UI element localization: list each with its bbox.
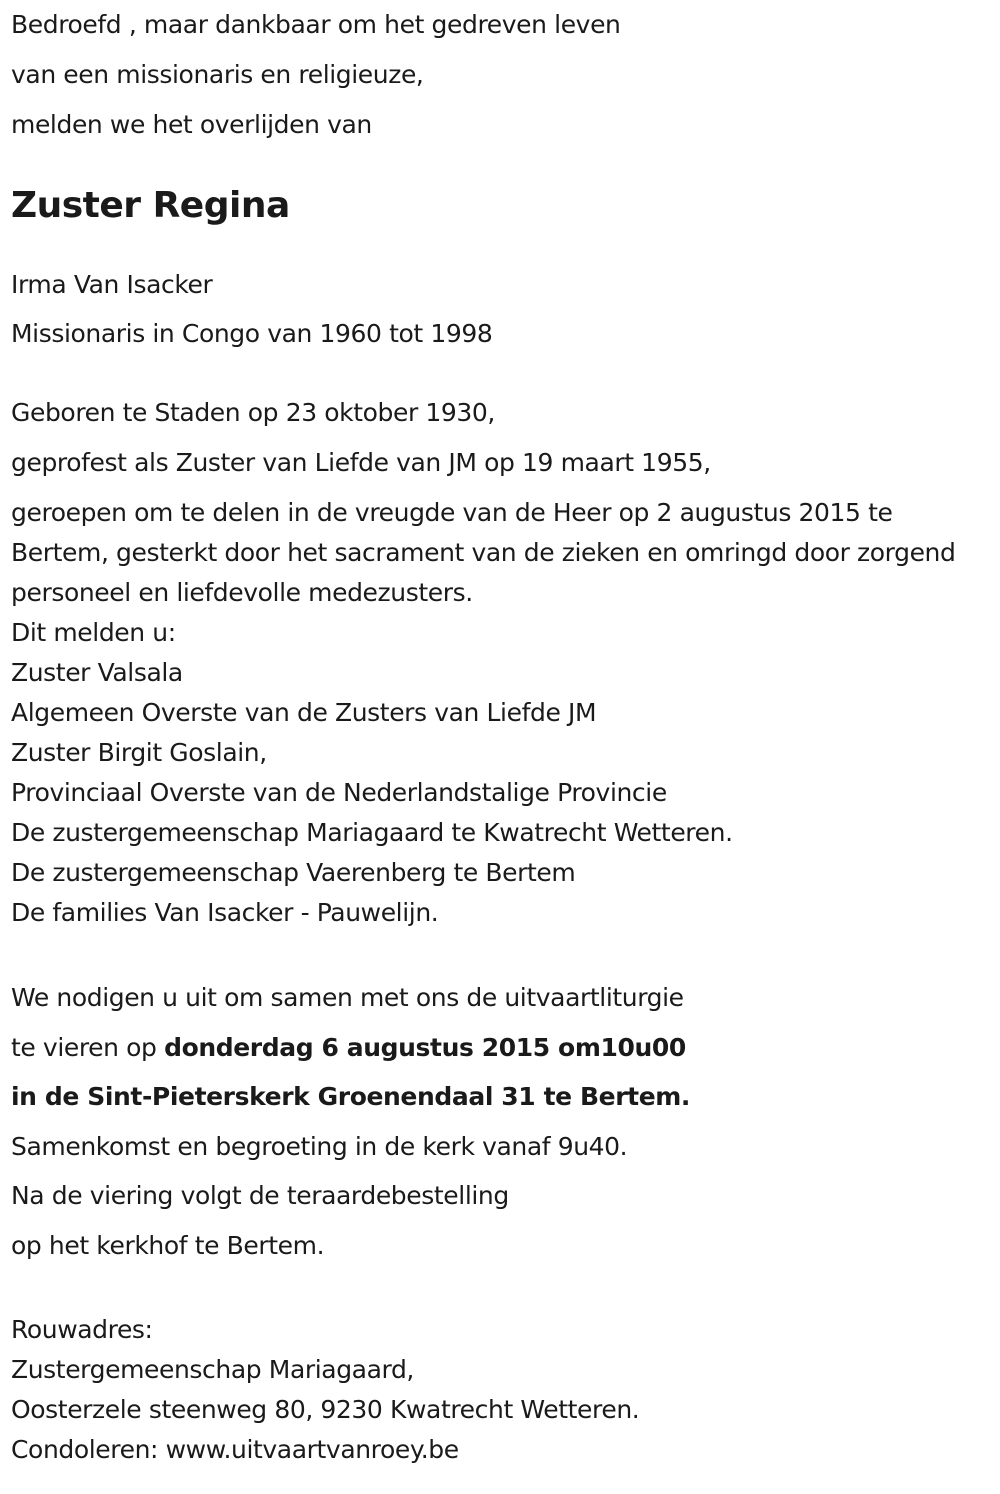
civil-name: Irma Van Isacker	[11, 270, 213, 299]
profession-line: geprofest als Zuster van Liefde van JM op 19 maart 1955,	[11, 448, 711, 477]
intro-section	[11, 0, 986, 150]
identity-section	[11, 260, 986, 358]
mission-info: Missionaris in Congo van 1960 tot 1998	[11, 319, 493, 348]
signer-line: Zuster Valsala	[11, 658, 183, 687]
birth-line: Geboren te Staden op 23 oktober 1930,	[11, 398, 495, 427]
intro-line: van een missionaris en religieuze,	[11, 60, 424, 89]
burial-info: Na de viering volgt de teraardebestelling	[11, 1181, 509, 1210]
condolences-line	[11, 1430, 986, 1470]
address-name: Zustergemeenschap Mariagaard,	[11, 1355, 414, 1384]
biography-section	[11, 388, 986, 613]
condolences-label: Condoleren:	[11, 1435, 166, 1464]
condolences-link[interactable]: www.uitvaartvanroey.be	[165, 1435, 459, 1464]
signer-line: Algemeen Overste van de Zusters van Liefde JM	[11, 698, 597, 727]
intro-line: melden we het overlijden van	[11, 110, 372, 139]
signer-line: De zustergemeenschap Mariagaard te Kwatrecht Wetteren.	[11, 818, 733, 847]
funeral-invitation-section	[11, 973, 986, 1270]
invite-line: We nodigen u uit om samen met ons de uitvaartliturgie	[11, 983, 684, 1012]
signers-heading: Dit melden u:	[11, 618, 176, 647]
signer-line: De families Van Isacker - Pauwelijn.	[11, 898, 439, 927]
signer-line: Provinciaal Overste van de Nederlandstalige Provincie	[11, 778, 667, 807]
signers-section	[11, 613, 986, 933]
funeral-date: donderdag 6 augustus 2015 om10u00	[164, 1032, 686, 1062]
address-heading: Rouwadres:	[11, 1315, 153, 1344]
address-street: Oosterzele steenweg 80, 9230 Kwatrecht Wetteren.	[11, 1395, 640, 1424]
signer-line: De zustergemeenschap Vaerenberg te Bertem	[11, 858, 576, 887]
intro-line: Bedroefd , maar dankbaar om het gedreven leven	[11, 10, 621, 39]
burial-location: op het kerkhof te Bertem.	[11, 1230, 325, 1260]
obituary-document	[11, 0, 986, 1470]
deceased-name-title: Zuster Regina	[11, 185, 290, 226]
death-paragraph: geroepen om te delen in de vreugde van de Heer op 2 augustus 2015 te Bertem, gesterkt door het sacrament van de zieken en omringd door zorgend personeel en liefdevolle medezusters.	[11, 498, 956, 607]
gathering-info: Samenkomst en begroeting in de kerk vanaf 9u40.	[11, 1131, 628, 1161]
invite-date-prefix: te vieren op	[11, 1032, 165, 1062]
funeral-location: in de Sint-Pieterskerk Groenendaal 31 te Bertem.	[11, 1082, 690, 1111]
invite-date-line	[11, 1023, 986, 1073]
signer-line: Zuster Birgit Goslain,	[11, 738, 267, 767]
mourning-address-section	[11, 1310, 986, 1470]
